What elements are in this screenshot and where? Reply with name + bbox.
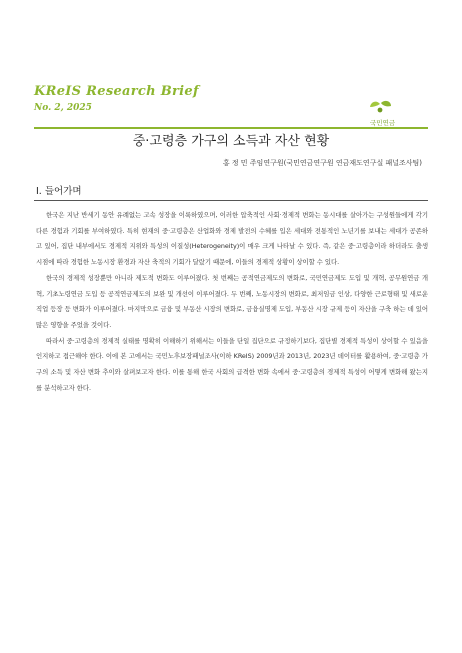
paragraph: 한국의 경제적 성장뿐만 아니라 제도적 변화도 이루어졌다. 첫 번째는 공적연금제도의 변화로, 국민연금제도 도입 및 개혁, 공무원연금 개혁, 기초노령연금 도입 등 공적연금제도의 보완 및 개선이 이루어졌다. 두 번째, 노동시장의 변화로, 최저임금 인상, 다양한 근로형태 및 새로운 직업 등장 등 변화가 이루어졌다. 마지막으로 금융 및 부동산 시장의 변화로, 금융실명제 도입, 부동산 시장 규제 등이 자산을 구축 하는 데 있어 많은 영향을 주었을 것이다. (36, 273, 428, 329)
issue-number: No. 2, 2025 (34, 103, 92, 113)
paragraph: 따라서 중·고령층의 경제적 실태를 명확히 이해하기 위해서는 이들을 단일 집단으로 규정하기보다, 집단별 경제적 특성이 상이할 수 있음을 인지하고 접근해야 한다. 이에 본 고에서는 국민노후보장패널조사(이하 KReIS) 2009년과 2013년, 2023년 데이터를 활용하여, 중·고령층 가구의 소득 및 자산 변화 추이와 살펴보고자 한다. 이를 통해 한국 사회의 급격한 변화 속에서 중·고령층의 경제적 특성이 어떻게 변화해 왔는지를 분석하고자 한다. (36, 336, 428, 392)
author-byline: 홍 정 민 주임연구원(국민연금연구원 연금재도연구실 패널조사팀) (222, 159, 422, 167)
masthead (34, 84, 199, 114)
logo-text: 국민연금 (370, 119, 396, 127)
paragraph: 한국은 지난 반세기 동안 유례없는 고속 성장을 이룩하였으며, 이러한 압축적인 사회·경제적 변화는 동시대를 살아가는 구성원들에게 각기 다른 경험과 기회를 부여하였다. 특히 현재의 중·고령층은 산업화와 경제 발전의 수혜를 입은 세대와 전통적인 노년기를 보내는 세대가 공존하고 있어, 집단 내부에서도 경제적 지위와 특성의 이질성(Heterogeneity)이 매우 크게 나타날 수 있다. 즉, 같은 중·고령층이라 하더라도 출생 시점에 따라 경험한 노동시장 환경과 자산 축적의 기회가 달랐기 때문에, 이들의 경제적 상황이 상이할 수 있다. (36, 211, 428, 267)
page-title: 중·고령층 가구의 소득과 자산 현황 (132, 134, 330, 149)
nps-logo-icon (360, 98, 416, 128)
header-divider (34, 127, 428, 129)
brand-title: KReIS Research Brief (34, 84, 199, 99)
section-heading: Ⅰ. 들어가며 (36, 186, 82, 197)
section-divider (34, 200, 428, 201)
article-body (36, 208, 428, 396)
